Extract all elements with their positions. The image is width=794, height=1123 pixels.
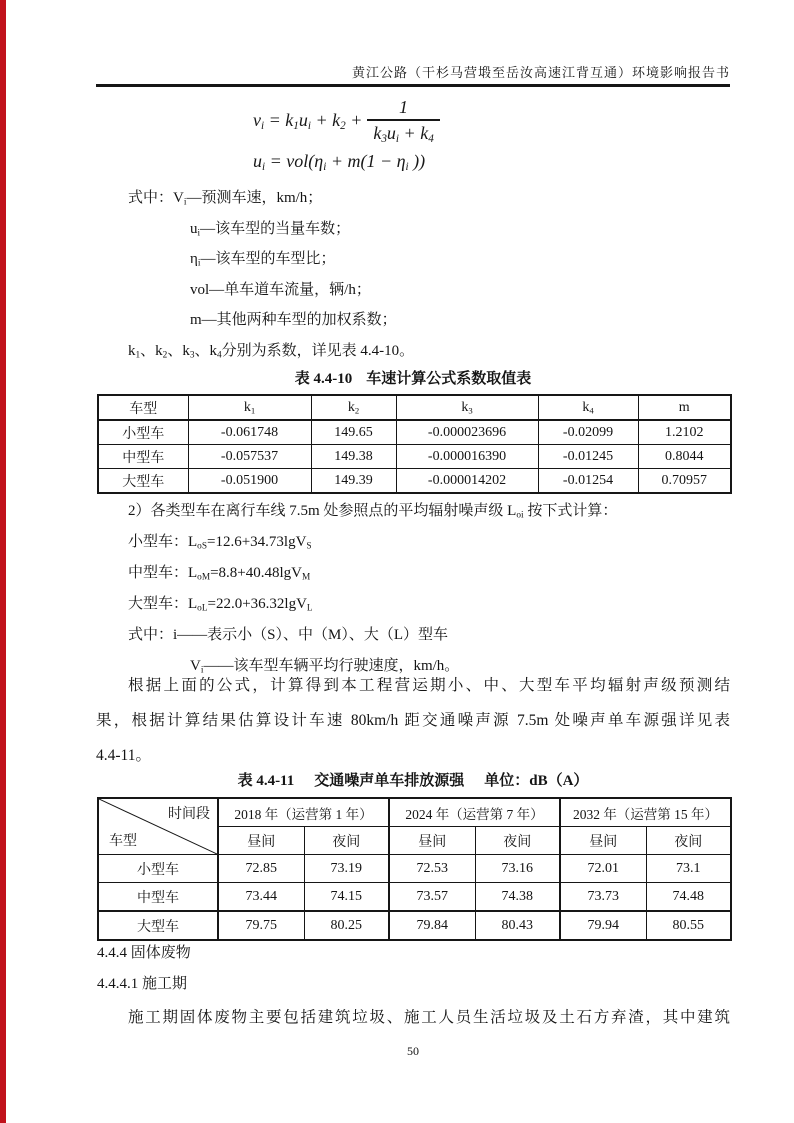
table-speed-coefficients: [97, 394, 732, 494]
legend-line-ui: $u_i—$该车型的当量车数；: [190, 220, 351, 239]
subheader-day: 昼间: [389, 827, 475, 855]
formula-vi: [253, 97, 440, 144]
noise-line-small: 小型车：$L_{oS}=12.6+34.73\lg V_S$: [128, 534, 312, 552]
diagonal-header-cell: [98, 798, 218, 855]
fraction-denominator: $k_3u_i + k_4$: [373, 123, 434, 146]
legend-line-m: m—其他两种车型的加权系数；: [190, 312, 397, 328]
fraction-numerator: 1: [367, 97, 439, 121]
legend-line-k: $k_1$、$k_2$、$k_3$、$k_4$分别为系数，详见表 4.4-10。: [128, 342, 415, 361]
table1-header-k4: $k_4$: [538, 395, 638, 420]
subheader-day: 昼间: [560, 827, 646, 855]
paragraph-line: 施工期固体废物主要包括建筑垃圾、施工人员生活垃圾及土石方弃渣，其中建筑: [128, 1009, 730, 1026]
paragraph-line: 根据上面的公式，计算得到本工程营运期小、中、大型车平均辐射声级预测结: [128, 677, 730, 694]
section-heading-solid-waste: 4.4.4 固体废物: [97, 945, 191, 961]
subheader-night: 夜间: [304, 827, 389, 855]
diagonal-label-vehicle: 车型: [109, 834, 137, 849]
paragraph-line: 4.4-11。: [96, 747, 151, 764]
row-label: 大型车: [98, 911, 218, 940]
cell: 74.48: [646, 883, 731, 912]
cell: 73.19: [304, 855, 389, 883]
cell: -0.02099: [538, 420, 638, 445]
legend-line-vol: vol—单车道车流量，辆/h；: [190, 281, 371, 298]
cell: -0.01254: [538, 469, 638, 494]
cell: 149.38: [311, 445, 396, 469]
cell: 73.44: [218, 883, 304, 912]
running-header-title: 黄江公路（干杉马营塅至岳汝高速江背互通）环境影响报告书: [351, 65, 730, 80]
table1-title: [96, 367, 730, 388]
noise-level-block: [96, 496, 756, 682]
section-heading-construction: 4.4.4.1 施工期: [97, 976, 188, 992]
legend-line-eta: $\eta_i—$该车型的车型比；: [190, 251, 336, 269]
table-noise-source: [97, 797, 732, 941]
formula-ui: $u_i = vol(\eta_i + m(1 - \eta_i$ )): [253, 151, 426, 174]
table2-title-unit: 单位：dB（A）: [484, 773, 589, 789]
year-header-2024: 2024 年（运营第 7 年）: [389, 798, 560, 827]
row-label: 中型车: [98, 445, 188, 469]
cell: 72.53: [389, 855, 475, 883]
cell: 73.16: [475, 855, 560, 883]
paragraph-results: [96, 668, 730, 773]
page-number: 50: [407, 1044, 419, 1058]
noise-intro-line: 2）各类型车在离行车线 7.5m 处参照点的平均辐射噪声级 $L_{oi}$ 按下式计算：: [128, 503, 618, 521]
table-row: [98, 445, 731, 469]
table-row: [98, 395, 731, 420]
cell: 73.73: [560, 883, 646, 912]
left-edge-red-strip: [0, 0, 6, 1123]
subheader-night: 夜间: [646, 827, 731, 855]
formula-legend: [96, 183, 756, 366]
table1-header-vehicle: 车型: [98, 395, 188, 420]
cell: 1.2102: [638, 420, 731, 445]
table-row: [98, 469, 731, 494]
cell: 73.57: [389, 883, 475, 912]
noise-line-medium: 中型车：$L_{oM}=8.8+40.48\lg V_M$: [128, 565, 311, 583]
cell: -0.051900: [188, 469, 311, 494]
noise-legend-vi: $V_i——$该车型车辆平均行驶速度，km/h。: [190, 658, 460, 676]
table1-title-text: 车速计算公式系数取值表: [366, 371, 532, 387]
header-rule: [96, 84, 730, 87]
cell: 79.94: [560, 911, 646, 940]
cell: 79.84: [389, 911, 475, 940]
cell: -0.057537: [188, 445, 311, 469]
table-row: [98, 855, 731, 883]
cell: -0.000014202: [396, 469, 538, 494]
year-header-2032: 2032 年（运营第 15 年）: [560, 798, 731, 827]
year-header-2018: 2018 年（运营第 1 年）: [218, 798, 389, 827]
row-label: 小型车: [98, 855, 218, 883]
table2-title: [96, 769, 730, 790]
table1-title-label: 表 4.4-10: [294, 371, 353, 387]
cell: -0.000016390: [396, 445, 538, 469]
noise-line-large: 大型车：$L_{oL}=22.0+36.32\lg V_L$: [128, 596, 313, 614]
table-row: [98, 420, 731, 445]
table2-title-text: 交通噪声单车排放源强: [314, 773, 465, 789]
table-row: [98, 798, 731, 827]
cell: 72.01: [560, 855, 646, 883]
cell: 80.55: [646, 911, 731, 940]
table2-title-label: 表 4.4-11: [237, 773, 295, 789]
table1-header-m: m: [638, 395, 731, 420]
table-row: [98, 883, 731, 912]
cell: -0.01245: [538, 445, 638, 469]
cell: 72.85: [218, 855, 304, 883]
cell: 149.39: [311, 469, 396, 494]
cell: -0.061748: [188, 420, 311, 445]
subheader-night: 夜间: [475, 827, 560, 855]
table1-header-k2: $k_2$: [311, 395, 396, 420]
formula-fraction: [367, 97, 439, 144]
cell: 80.43: [475, 911, 560, 940]
row-label: 大型车: [98, 469, 188, 494]
cell: 80.25: [304, 911, 389, 940]
noise-legend-i: 式中：i——表示小（S）、中（M）、大（L）型车: [128, 627, 449, 643]
cell: -0.000023696: [396, 420, 538, 445]
legend-line-vi: 式中：$V_i—$预测车速，km/h；: [128, 190, 323, 208]
cell: 74.15: [304, 883, 389, 912]
paragraph-construction-waste: [96, 1000, 730, 1035]
cell: 0.8044: [638, 445, 731, 469]
subheader-day: 昼间: [218, 827, 304, 855]
table1-header-k1: $k_1$: [188, 395, 311, 420]
cell: 0.70957: [638, 469, 731, 494]
paragraph-line: 果，根据计算结果估算设计车速 80km/h 距交通噪声源 7.5m 处噪声单车源强详见表: [96, 712, 730, 729]
diagonal-label-period: 时间段: [168, 807, 210, 822]
formula-block: [253, 97, 440, 172]
table-row: [98, 911, 731, 940]
cell: 73.1: [646, 855, 731, 883]
table1-header-k3: $k_3$: [396, 395, 538, 420]
cell: 149.65: [311, 420, 396, 445]
cell: 74.38: [475, 883, 560, 912]
row-label: 小型车: [98, 420, 188, 445]
row-label: 中型车: [98, 883, 218, 912]
cell: 79.75: [218, 911, 304, 940]
formula-vi-lhs: $v_i = k_1u_i + k_2$ +: [253, 110, 363, 133]
